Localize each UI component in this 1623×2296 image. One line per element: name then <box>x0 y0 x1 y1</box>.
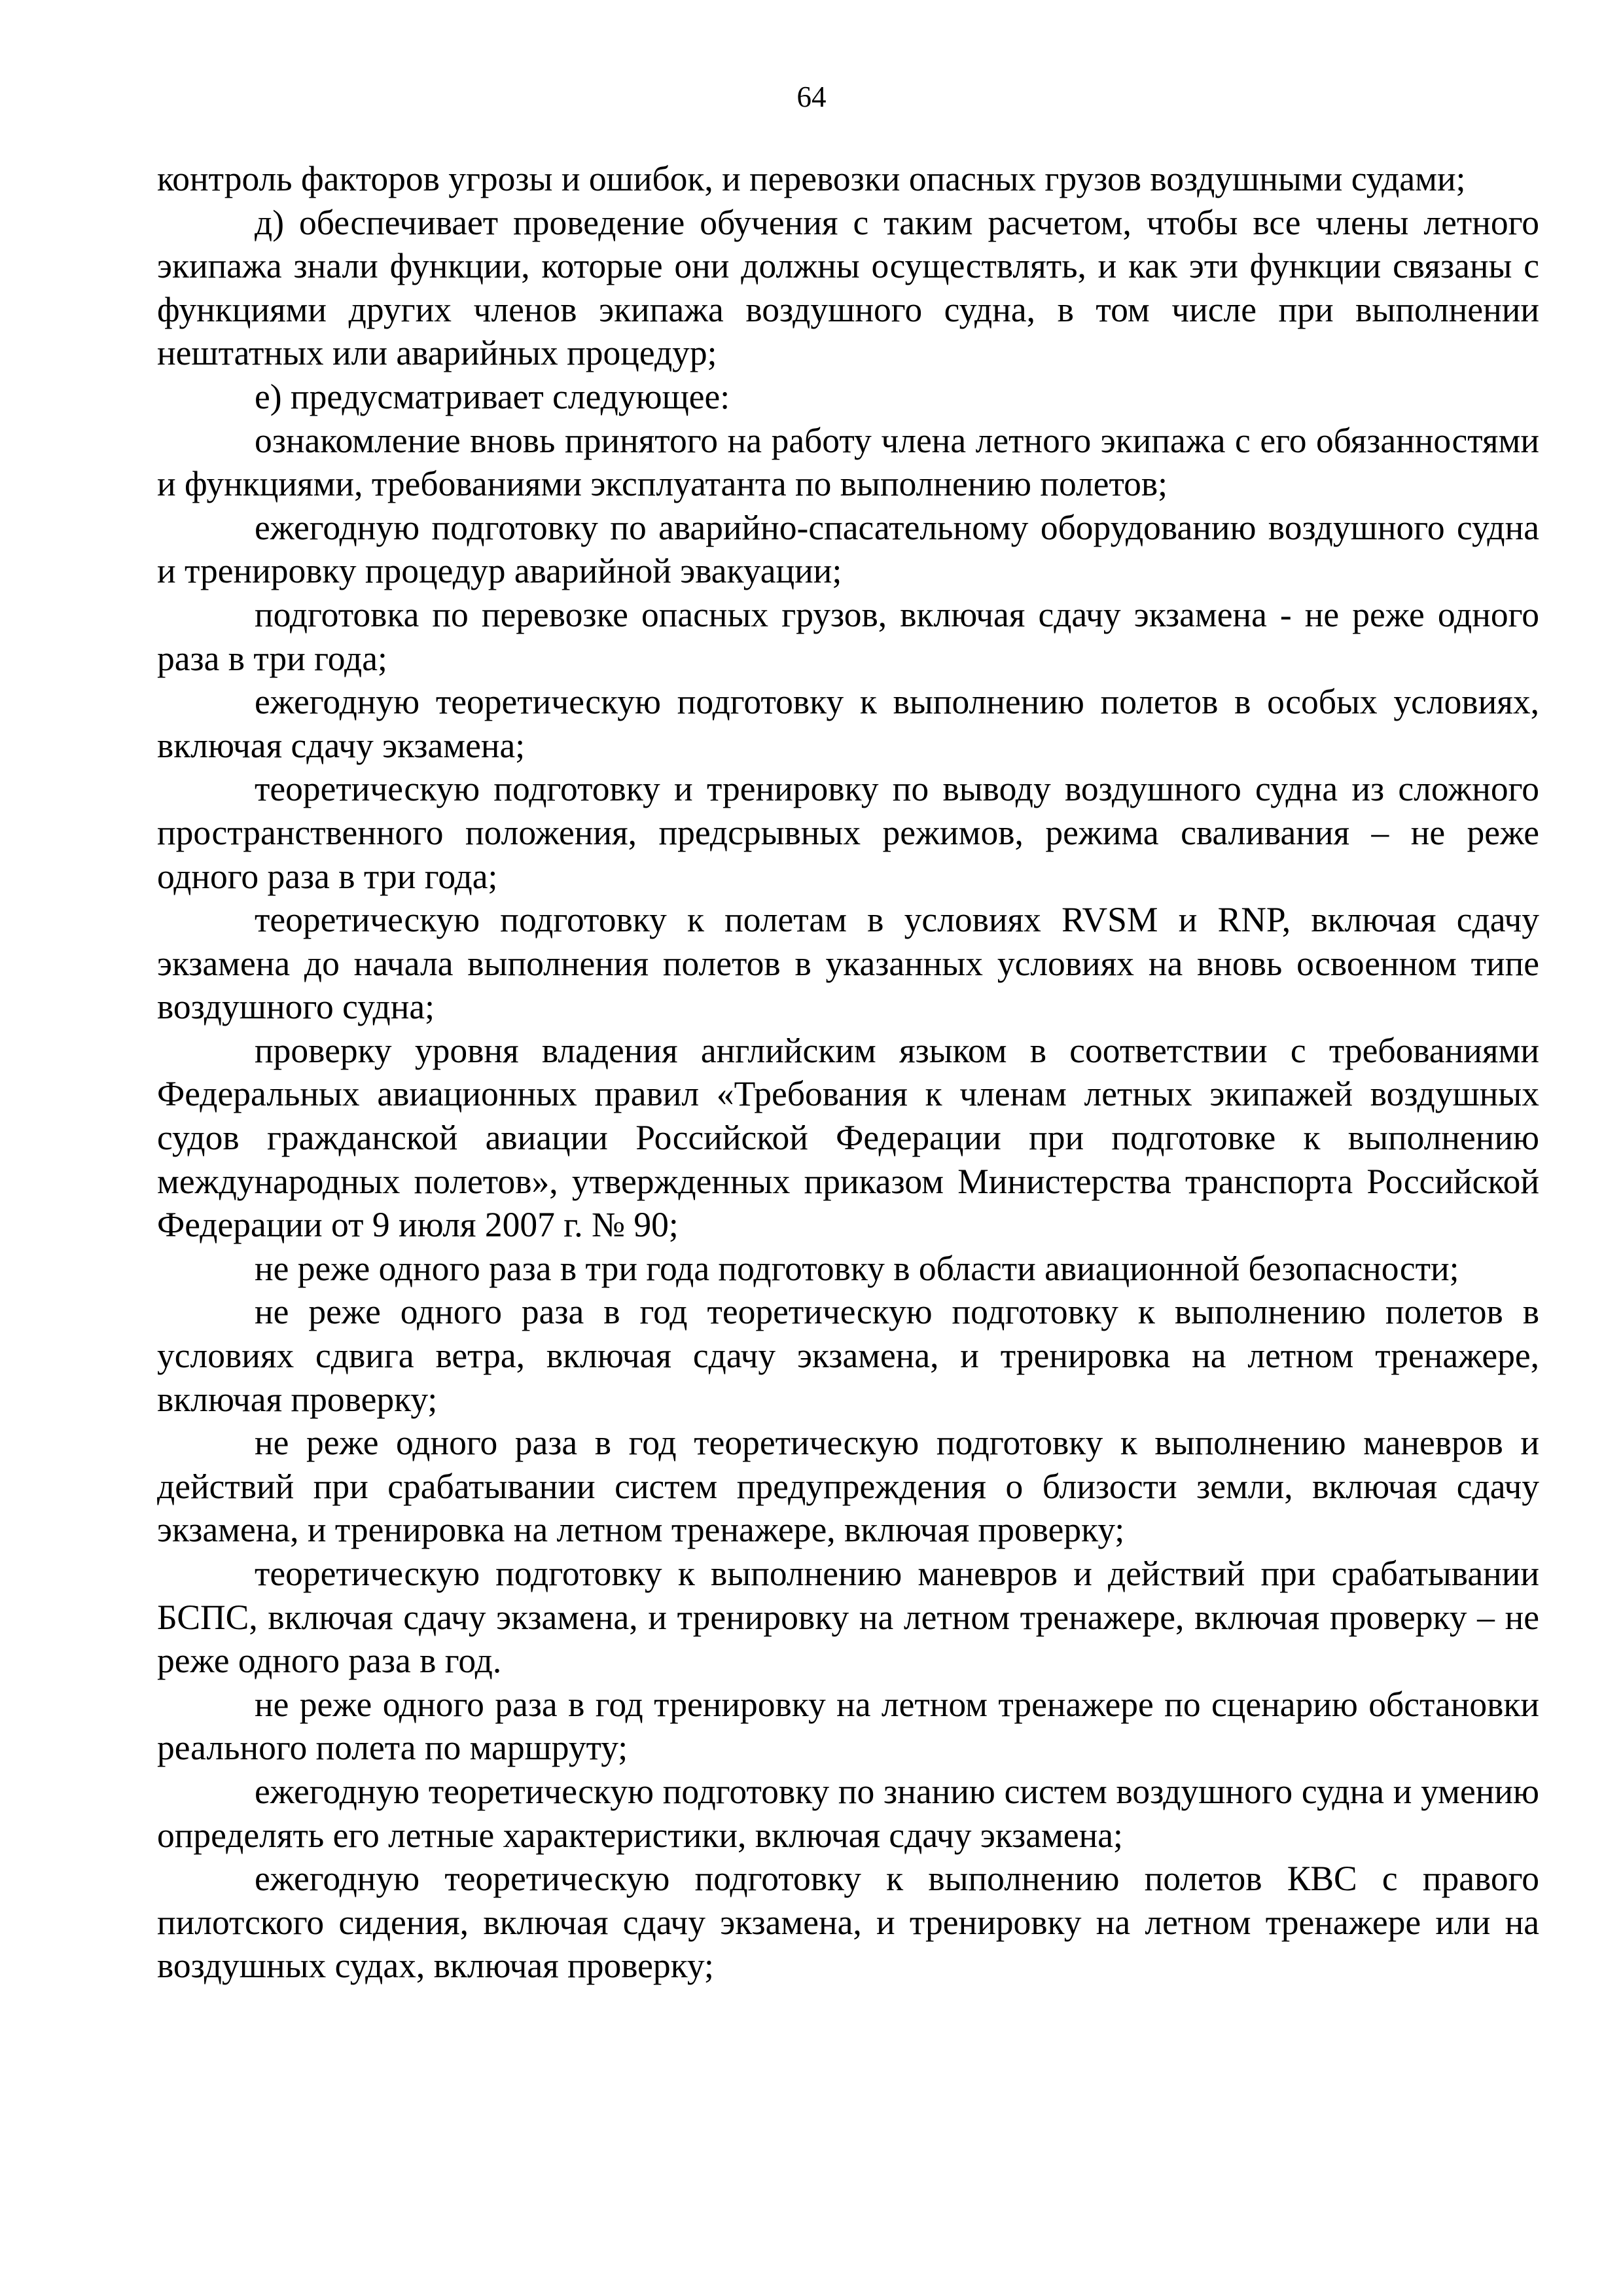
page-number: 64 <box>796 81 827 113</box>
list-item: теоретическую подготовку и тренировку по выводу воздушного судна из сложного пространственного положения, предсрывных режимов, режима сваливания – не реже одного раза в три года; <box>157 769 1539 896</box>
list-item: не реже одного раза в год теоретическую подготовку к выполнению маневров и действий при срабатывании систем предупреждения о близости земли, включая сдачу экзамена, и тренировка на летном тренажере, включая проверку; <box>157 1423 1539 1550</box>
list-item: теоретическую подготовку к выполнению маневров и действий при срабатывании БСПС, включая сдачу экзамена, и тренировку на летном тренажере, включая проверку – не реже одного раза в год. <box>157 1554 1539 1681</box>
list-item: ежегодную теоретическую подготовку по знанию систем воздушного судна и умению определять его летные характеристики, включая сдачу экзамена; <box>157 1771 1539 1855</box>
list-item: не реже одного раза в год тренировку на летном тренажере по сценарию обстановки реального полета по маршруту; <box>157 1684 1539 1768</box>
list-item: ежегодную теоретическую подготовку к выполнению полетов в особых условиях, включая сдачу экзамена; <box>157 682 1539 765</box>
document-body <box>157 157 1539 1988</box>
paragraph-continuation: контроль факторов угрозы и ошибок, и перевозки опасных грузов воздушными судами; <box>157 159 1466 198</box>
list-item: не реже одного раза в три года подготовку в области авиационной безопасности; <box>255 1248 1459 1288</box>
paragraph-item-e: е) предусматривает следующее: <box>255 376 730 416</box>
list-item: ежегодную подготовку по аварийно-спасательному оборудованию воздушного судна и тренировку процедур аварийной эвакуации; <box>157 507 1539 591</box>
list-item: проверку уровня владения английским языком в соответствии с требованиями Федеральных авиационных правил «Требования к членам летных экипажей воздушных судов гражданской авиации Российской Федерации при подготовке к выполнению международных полетов», утвержденных приказом Министерства транспорта Российской Федерации от 9 июля 2007 г. № 90; <box>157 1030 1539 1245</box>
list-item: ознакомление вновь принятого на работу члена летного экипажа с его обязанностями и функциями, требованиями эксплуатанта по выполнению полетов; <box>157 420 1539 504</box>
paragraph-item-d: д) обеспечивает проведение обучения с таким расчетом, чтобы все члены летного экипажа знали функции, которые они должны осуществлять, и как эти функции связаны с функциями других членов экипажа воздушного судна, в том числе при выполнении нештатных или аварийных процедур; <box>157 202 1539 373</box>
list-item: подготовка по перевозке опасных грузов, включая сдачу экзамена - не реже одного раза в три года; <box>157 594 1539 678</box>
list-item: теоретическую подготовку к полетам в условиях RVSM и RNP, включая сдачу экзамена до начала выполнения полетов в указанных условиях на вновь освоенном типе воздушного судна; <box>157 900 1539 1027</box>
list-item: ежегодную теоретическую подготовку к выполнению полетов КВС с правого пилотского сидения, включая сдачу экзамена, и тренировку на летном тренажере или на воздушных судах, включая проверку; <box>157 1859 1539 1986</box>
list-item: не реже одного раза в год теоретическую подготовку к выполнению полетов в условиях сдвига ветра, включая сдачу экзамена, и тренировка на летном тренажере, включая проверку; <box>157 1292 1539 1419</box>
